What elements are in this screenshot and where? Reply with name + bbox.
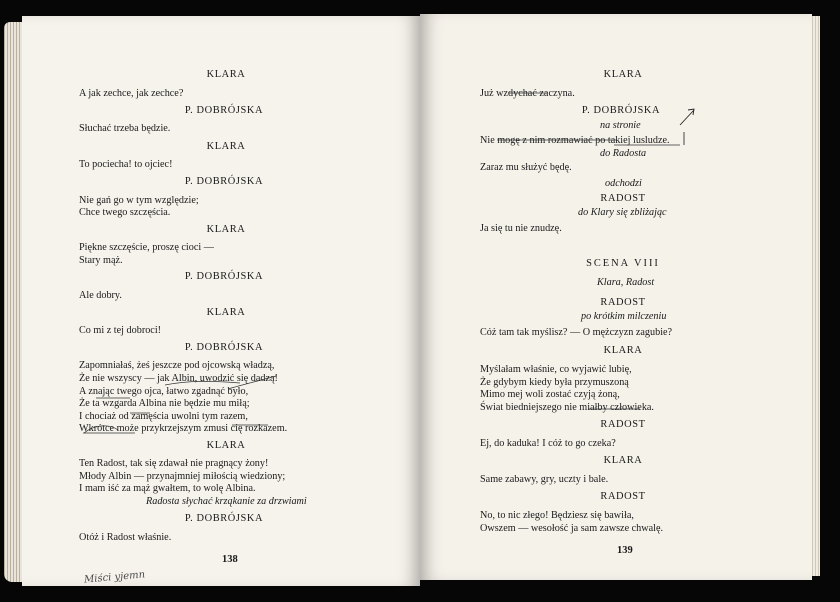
verse-line: Ten Radost, tak się zdawał nie pragnący żony! <box>79 458 269 469</box>
speaker-radost: RADOST <box>600 419 646 430</box>
verse-line: A jak zechce, jak zechce? <box>79 88 184 99</box>
stage-direction: Klara, Radost <box>597 277 655 288</box>
scene-heading: SCENA VIII <box>586 258 660 269</box>
speaker-klara: KLARA <box>603 455 643 466</box>
verse-line: Ja się tu nie znudzę. <box>480 223 562 234</box>
speaker-dobrojska: P. DOBRÓJSKA <box>184 176 264 187</box>
page-number-left: 138 <box>222 554 238 565</box>
verse-line: Cóż tam tak myślisz? — O mężczyzn zagubie? <box>480 327 673 338</box>
verse-line: Myślałam właśnie, co wyjawić lubię, <box>480 364 632 375</box>
page-number-right: 139 <box>617 545 633 556</box>
verse-line: Mimo mej woli zostać czyją żoną, <box>480 389 620 400</box>
verse-line: Świat biedniejszego nie miałby człowieka. <box>480 402 654 413</box>
right-page <box>420 14 812 580</box>
speaker-dobrojska: P. DOBRÓJSKA <box>184 342 264 353</box>
page-edges-right <box>812 16 820 576</box>
verse-line: Że ta wzgarda Albina nie będzie mu miłą; <box>79 398 250 409</box>
verse-line: I chociaż od zamęścia uwolni tym razem, <box>79 411 248 422</box>
verse-line: Ale dobry. <box>79 290 122 301</box>
speaker-dobrojska: P. DOBRÓJSKA <box>184 271 264 282</box>
verse-line: Zaraz mu służyć będę. <box>480 162 572 173</box>
verse-line: Same zabawy, gry, uczty i bale. <box>480 474 609 485</box>
verse-line: Chce twego szczęścia. <box>79 207 171 218</box>
speaker-radost: RADOST <box>600 297 646 308</box>
verse-line: Słuchać trzeba będzie. <box>79 123 171 134</box>
speaker-dobrojska: P. DOBRÓJSKA <box>184 513 264 524</box>
verse-line: A znając twego ojca, łatwo zgadnąć było, <box>79 386 249 397</box>
speaker-klara: KLARA <box>206 141 246 152</box>
stage-direction: do Radosta <box>600 148 647 159</box>
verse-line: Nie gań go w tym względzie; <box>79 195 199 206</box>
verse-line: Co mi z tej dobroci! <box>79 325 162 336</box>
speaker-klara: KLARA <box>603 69 643 80</box>
verse-line: Młody Albin — przynajmniej miłością wiedziony; <box>79 471 286 482</box>
verse-line: Że nie wszyscy — jak Albin, uwodzić się dadzą! <box>79 373 278 384</box>
speaker-klara: KLARA <box>206 307 246 318</box>
speaker-radost: RADOST <box>600 193 646 204</box>
verse-line: I mam iść za mąż gwałtem, to wolę Albina. <box>79 483 256 494</box>
handwritten-note: Miści yjemn <box>83 569 146 586</box>
speaker-dobrojska: P. DOBRÓJSKA <box>581 105 661 116</box>
verse-line: Piękne szczęście, proszę cioci — <box>79 242 214 253</box>
stage-direction: do Klary się zbliżając <box>578 207 667 218</box>
speaker-radost: RADOST <box>600 491 646 502</box>
speaker-klara: KLARA <box>206 440 246 451</box>
speaker-klara: KLARA <box>206 224 246 235</box>
verse-line: Nie mogę z nim rozmawiać po takiej lusludze. <box>480 135 670 146</box>
stage-direction: na stronie <box>600 120 641 131</box>
speaker-klara: KLARA <box>206 69 246 80</box>
verse-line: Już wzdychać zaczyna. <box>480 88 575 99</box>
verse-line: Otóż i Radost właśnie. <box>79 532 172 543</box>
speaker-klara: KLARA <box>603 345 643 356</box>
stage-direction: odchodzi <box>605 178 642 189</box>
verse-line: No, to nic złego! Będziesz się bawiła, <box>480 510 634 521</box>
verse-line: To pociecha! to ojciec! <box>79 159 173 170</box>
verse-line: Że gdybym kiedy była przymuszoną <box>480 377 629 388</box>
verse-line: Stary mąż. <box>79 255 123 266</box>
speaker-dobrojska: P. DOBRÓJSKA <box>184 105 264 116</box>
verse-line: Wkrótce może przykrzejszym zmusi cię rozkazem. <box>79 423 288 434</box>
verse-line: Ej, do kaduka! I cóż to go czeka? <box>480 438 616 449</box>
verse-line: Zapomniałaś, żeś jeszcze pod ojcowską władzą, <box>79 360 275 371</box>
left-page <box>22 16 420 586</box>
stage-direction: po krótkim milczeniu <box>581 311 667 322</box>
stage-direction: Radosta słychać krząkanie za drzwiami <box>146 496 307 507</box>
verse-line: Owszem — wesołość ja sam zawsze chwalę. <box>480 523 664 534</box>
